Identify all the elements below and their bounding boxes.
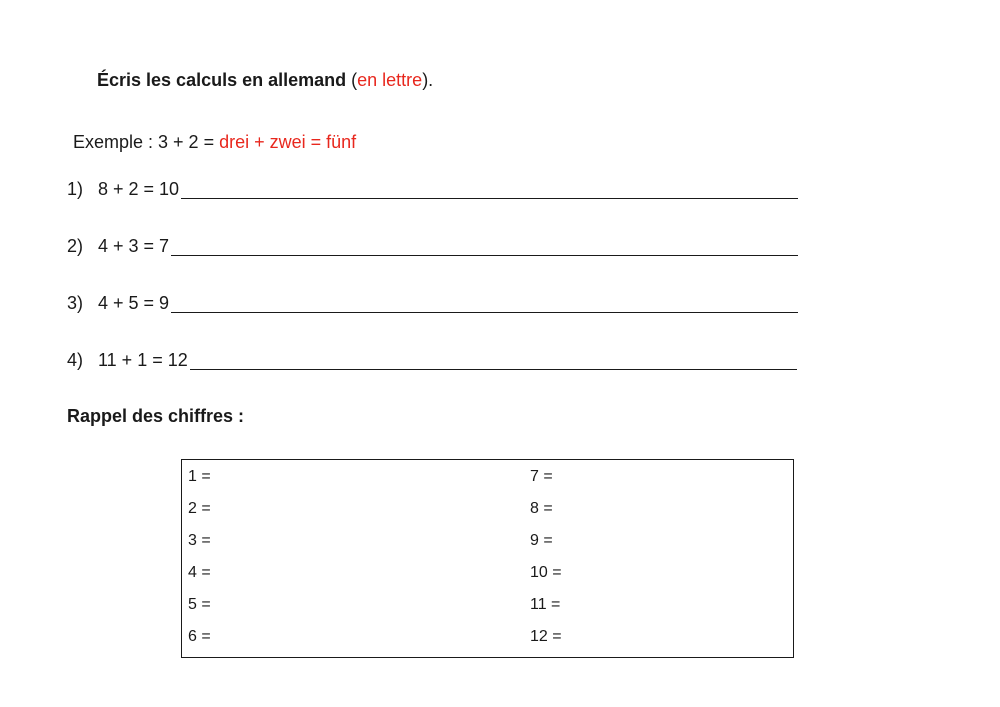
example-prefix: Exemple : 3 + 2 = [73,132,220,152]
exercise-number: 4) [67,350,84,370]
instruction-open-paren: ( [346,70,358,90]
example-answer: drei + zwei = fünf [219,132,357,152]
exercise-number: 1) [67,179,84,199]
number-cell: 1 = [188,468,211,485]
answer-line[interactable] [190,353,797,370]
instruction-heading [97,70,433,91]
number-cell: 3 = [188,532,211,549]
number-cell: 12 = [530,628,562,645]
exercise-number: 2) [67,236,84,256]
number-cell: 5 = [188,596,211,613]
answer-line[interactable] [171,296,798,313]
exercise-3 [67,292,798,314]
number-cell: 6 = [188,628,211,645]
exercise-4 [67,349,797,371]
number-cell: 4 = [188,564,211,581]
number-cell: 8 = [530,500,553,517]
exercise-calc: 4 + 5 = 9 [98,293,170,313]
number-cell: 2 = [188,500,211,517]
exercise-2 [67,235,798,257]
exercise-calc: 8 + 2 = 10 [98,179,180,199]
example-line [73,132,356,153]
number-cell: 9 = [530,532,553,549]
number-cell: 7 = [530,468,553,485]
exercise-calc: 4 + 3 = 7 [98,236,170,256]
exercise-1 [67,178,798,200]
instruction-close-paren: ). [422,70,434,90]
instruction-bold-text: Écris les calculs en allemand [97,70,347,90]
instruction-red-text: en lettre [357,70,423,90]
exercise-calc: 11 + 1 = 12 [98,350,188,370]
numbers-box [181,459,794,658]
number-cell: 10 = [530,564,562,581]
number-cell: 11 = [530,596,561,613]
recall-title: Rappel des chiffres : [67,406,245,426]
exercise-number: 3) [67,293,84,313]
answer-line[interactable] [171,239,798,256]
answer-line[interactable] [181,182,798,199]
